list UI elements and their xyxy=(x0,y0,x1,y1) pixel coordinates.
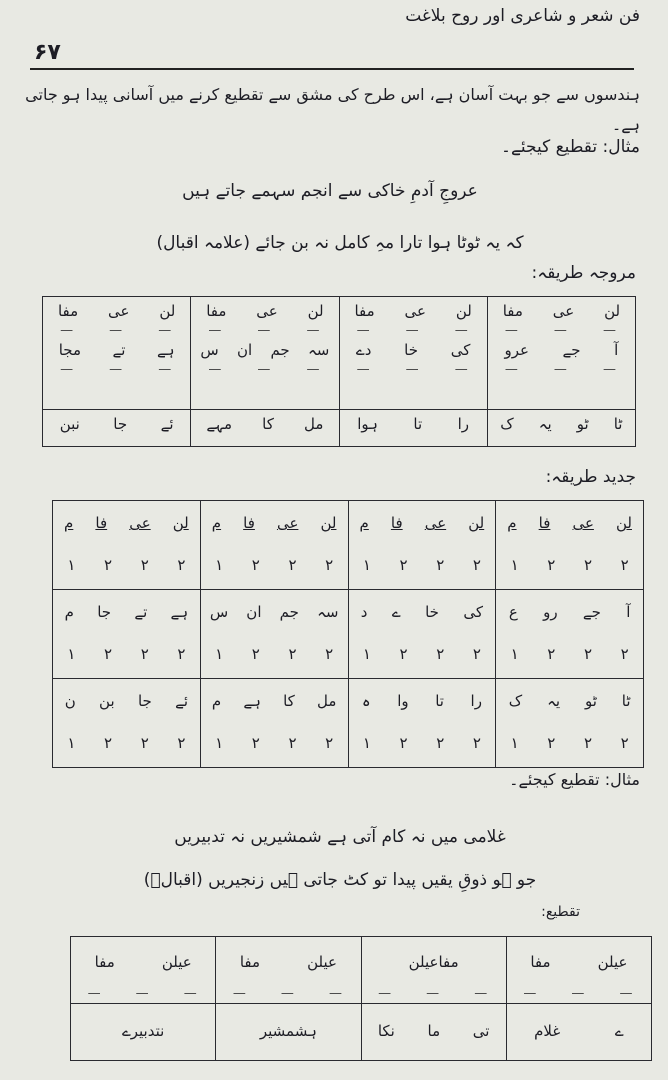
syllable: دے xyxy=(355,340,372,359)
table-cell xyxy=(496,679,644,768)
syllable: م xyxy=(211,692,222,710)
syllable: ما xyxy=(427,1022,441,1040)
syllable: ۲ xyxy=(436,556,445,574)
syllable: ہے xyxy=(156,340,175,359)
syllable: ۱ xyxy=(510,556,519,574)
table-cell xyxy=(339,297,487,410)
syllable: ۲ xyxy=(104,645,113,663)
syllable: ۲ xyxy=(288,645,297,663)
syllable: لن xyxy=(615,514,632,532)
syllable: ۲ xyxy=(177,734,186,752)
syllable: را xyxy=(457,414,470,433)
syllable: ۲ xyxy=(547,645,556,663)
syllable: م xyxy=(211,514,222,532)
syllable: ۲ xyxy=(620,734,629,752)
syllable: مل xyxy=(317,692,337,710)
syllable: ۲ xyxy=(177,645,186,663)
syllable: ۲ xyxy=(140,734,149,752)
syllable: ن xyxy=(64,692,76,710)
syllable: لن xyxy=(320,514,337,532)
cell-separator: — — — xyxy=(208,322,322,338)
syllable: ۲ xyxy=(177,556,186,574)
table-cell xyxy=(496,501,644,590)
syllable: ۱ xyxy=(67,734,76,752)
cell-line xyxy=(349,545,496,585)
syllable: ۲ xyxy=(472,645,481,663)
section-heading-modern: جدید طریقہ: xyxy=(545,467,636,487)
cell-line xyxy=(191,336,338,363)
syllable: فا xyxy=(390,514,403,532)
example-label-2: مثال: تقطیع کیجئے۔ xyxy=(509,770,640,789)
syllable: مفا xyxy=(206,301,227,320)
table-cell xyxy=(191,410,339,447)
syllable: ئے xyxy=(175,692,189,710)
verse-line-4: جو ہو ذوقِ یقیں پیدا تو کٹ جاتی ہیں زنجیریں (اقبالؔ) xyxy=(143,870,537,890)
syllable: لن xyxy=(468,514,485,532)
table-row xyxy=(71,937,652,1004)
intro-paragraph: ہندسوں سے جو بہت آسان ہے، اس طرح کی مشق سے تقطیع کرنے میں آسانی پیدا ہو جاتی ہے۔ xyxy=(25,85,640,134)
syllable: ۲ xyxy=(436,734,445,752)
syllable: ۲ xyxy=(251,734,260,752)
syllable: ۲ xyxy=(472,734,481,752)
cell-line xyxy=(53,634,200,674)
syllable: ۲ xyxy=(583,645,592,663)
cell-line xyxy=(43,336,190,363)
syllable: عی xyxy=(129,514,151,532)
table-cell xyxy=(216,1004,361,1061)
syllable: جا xyxy=(97,603,112,621)
cell-line xyxy=(53,501,200,545)
table-cell xyxy=(216,937,361,1004)
verse-line-3: غلامی میں نہ کام آتی ہے شمشیریں نہ تدبیریں xyxy=(174,827,506,847)
syllable: ان xyxy=(246,603,262,621)
cell-line xyxy=(43,297,190,324)
syllable: ہوا xyxy=(357,414,378,433)
cell-line xyxy=(496,679,643,723)
syllable: مفاعیلن xyxy=(408,953,459,971)
cell-line xyxy=(340,297,487,324)
syllable: ان xyxy=(236,340,253,359)
cell-line xyxy=(191,410,338,437)
syllable: ۱ xyxy=(362,556,371,574)
syllable: نکا xyxy=(377,1022,395,1040)
table-cell xyxy=(200,590,348,679)
table-row xyxy=(53,590,644,679)
syllable: مفا xyxy=(530,953,551,971)
syllable: م xyxy=(64,514,74,532)
syllable: ۲ xyxy=(251,556,260,574)
syllable: تی xyxy=(472,1022,490,1040)
syllable: جا xyxy=(137,692,152,710)
syllable: رو xyxy=(543,603,558,621)
syllable: لن xyxy=(307,301,324,320)
syllable: ے xyxy=(614,1022,624,1040)
cell-separator: — — — xyxy=(87,985,199,1001)
syllable: ۲ xyxy=(436,645,445,663)
cell-separator: — — — xyxy=(504,322,618,338)
syllable: را xyxy=(470,692,482,710)
header-rule xyxy=(30,68,634,70)
cell-separator: — — — xyxy=(523,985,635,1001)
cell-line xyxy=(507,937,651,987)
syllable: کی xyxy=(450,340,471,359)
syllable: جے xyxy=(582,603,601,621)
section-heading-conventional: مروجہ طریقہ: xyxy=(531,263,636,283)
syllable: ۲ xyxy=(288,734,297,752)
cell-line xyxy=(496,501,643,545)
cell-line xyxy=(53,679,200,723)
table-cell xyxy=(506,937,651,1004)
syllable: تے xyxy=(134,603,148,621)
cell-line xyxy=(53,545,200,585)
cell-line xyxy=(488,336,635,363)
table-cell xyxy=(339,410,487,447)
cell-line xyxy=(349,723,496,763)
syllable: سہ xyxy=(308,340,330,359)
page-number: ۶۷ xyxy=(34,40,61,65)
syllable: عیلن xyxy=(307,953,337,971)
table-cell xyxy=(53,501,201,590)
syllable: فا xyxy=(538,514,551,532)
syllable: مل xyxy=(304,414,324,433)
syllable: لن xyxy=(604,301,621,320)
table-cell xyxy=(496,590,644,679)
syllable: ع xyxy=(508,603,518,621)
table-cell xyxy=(348,501,496,590)
syllable: نتدبیرے xyxy=(121,1022,165,1040)
syllable: خا xyxy=(404,340,418,359)
cell-separator: — — — xyxy=(60,322,174,338)
table-cell xyxy=(53,679,201,768)
syllable: سہ xyxy=(317,603,339,621)
syllable: عی xyxy=(108,301,130,320)
syllable: یہ xyxy=(538,414,552,433)
table-cell xyxy=(361,937,506,1004)
syllable: مفا xyxy=(239,953,261,971)
table-cell xyxy=(200,501,348,590)
syllable: مفا xyxy=(94,953,115,971)
syllable: غلام xyxy=(534,1022,561,1040)
table-cell xyxy=(348,590,496,679)
table-row xyxy=(53,679,644,768)
syllable: ۲ xyxy=(325,734,334,752)
syllable: مہے xyxy=(206,414,232,433)
taqti-label: تقطیع: xyxy=(541,904,580,920)
table-cell xyxy=(348,679,496,768)
table-cell xyxy=(487,297,635,410)
table-cell xyxy=(361,1004,506,1061)
cell-line xyxy=(201,634,348,674)
syllable: تا xyxy=(435,692,444,710)
syllable: ۲ xyxy=(140,645,149,663)
syllable: لن xyxy=(172,514,189,532)
syllable: ۲ xyxy=(251,645,260,663)
syllable: یہ xyxy=(547,692,561,710)
syllable: ہ xyxy=(361,692,371,710)
cell-line xyxy=(201,679,348,723)
syllable: م xyxy=(359,514,369,532)
cell-separator: — — — xyxy=(356,322,470,338)
table-cell xyxy=(191,297,339,410)
syllable: س xyxy=(200,340,219,359)
syllable: ۱ xyxy=(510,734,519,752)
cell-line xyxy=(201,545,348,585)
syllable: جا xyxy=(113,414,128,433)
syllable: ۲ xyxy=(620,556,629,574)
syllable: ک xyxy=(508,692,523,710)
syllable: ۲ xyxy=(104,734,113,752)
table-cell xyxy=(71,937,216,1004)
cell-line xyxy=(496,723,643,763)
cell-separator: — — — xyxy=(60,361,174,377)
table-row xyxy=(43,297,636,410)
cell-line xyxy=(488,297,635,324)
syllable: ۲ xyxy=(399,645,408,663)
table-cell xyxy=(71,1004,216,1061)
syllable: ٹا xyxy=(621,692,631,710)
syllable: ۲ xyxy=(547,734,556,752)
syllable: س xyxy=(209,603,229,621)
syllable: ۲ xyxy=(140,556,149,574)
table-cell xyxy=(53,590,201,679)
verse-line-2: کہ یہ ٹوٹا ہوا تارا مہِ کامل نہ بن جائے (علامہ اقبال) xyxy=(156,233,524,253)
cell-line xyxy=(201,723,348,763)
syllable: وا xyxy=(397,692,409,710)
syllable: م xyxy=(64,603,74,621)
cell-line xyxy=(496,634,643,674)
syllable: ۱ xyxy=(67,645,76,663)
cell-line xyxy=(362,1004,506,1058)
syllable: ہشمشیر xyxy=(259,1022,317,1040)
syllable: ۱ xyxy=(510,645,519,663)
cell-line xyxy=(71,937,215,987)
syllable: کا xyxy=(262,414,274,433)
syllable: ۲ xyxy=(472,556,481,574)
cell-line xyxy=(349,679,496,723)
cell-separator: — — — xyxy=(208,361,322,377)
cell-line xyxy=(340,336,487,363)
syllable: جم xyxy=(270,340,290,359)
syllable: عی xyxy=(276,514,299,532)
syllable: ۲ xyxy=(583,734,592,752)
syllable: ۱ xyxy=(215,734,224,752)
table-cell xyxy=(506,1004,651,1061)
syllable: عی xyxy=(404,301,426,320)
cell-line xyxy=(349,590,496,634)
syllable: ۱ xyxy=(215,556,224,574)
syllable: مجا xyxy=(58,340,82,359)
syllable: م xyxy=(507,514,517,532)
syllable: ۲ xyxy=(583,556,592,574)
syllable: ہے xyxy=(170,603,189,621)
syllable: ۲ xyxy=(547,556,556,574)
syllable: ۲ xyxy=(288,556,297,574)
syllable: تا xyxy=(413,414,423,433)
syllable: کا xyxy=(283,692,295,710)
table-row xyxy=(71,1004,652,1061)
syllable: ٹو xyxy=(584,692,597,710)
table-row xyxy=(43,410,636,447)
cell-separator: — — — xyxy=(378,985,490,1001)
cell-line xyxy=(507,1004,651,1058)
cell-line xyxy=(191,297,338,324)
syllable: ے xyxy=(391,603,401,621)
cell-line xyxy=(216,1004,360,1058)
syllable: ۲ xyxy=(399,556,408,574)
syllable: ہے xyxy=(243,692,261,710)
cell-separator: — — — xyxy=(356,361,470,377)
syllable: جے xyxy=(562,340,581,359)
syllable: مفا xyxy=(502,301,523,320)
verse-line-1: عروجِ آدمِ خاکی سے انجم سہمے جاتے ہیں xyxy=(182,181,478,201)
syllable: ۱ xyxy=(67,556,76,574)
cell-line xyxy=(216,937,360,987)
cell-line xyxy=(43,410,190,437)
syllable: مفا xyxy=(354,301,375,320)
cell-line xyxy=(53,590,200,634)
syllable: ۱ xyxy=(362,734,371,752)
syllable: بن xyxy=(99,692,115,710)
cell-line xyxy=(349,501,496,545)
syllable: آ xyxy=(614,340,619,359)
cell-line xyxy=(53,723,200,763)
scansion-table-conventional xyxy=(42,296,636,447)
syllable: ۲ xyxy=(399,734,408,752)
syllable: ۱ xyxy=(215,645,224,663)
syllable: ۱ xyxy=(362,645,371,663)
cell-separator: — — — xyxy=(504,361,618,377)
table-cell xyxy=(200,679,348,768)
syllable: عرو xyxy=(504,340,530,359)
syllable: لن xyxy=(159,301,176,320)
syllable: عی xyxy=(552,301,575,320)
cell-line xyxy=(71,1004,215,1058)
syllable: ٹو xyxy=(576,414,589,433)
syllable: ک xyxy=(500,414,514,433)
table-cell xyxy=(43,410,191,447)
syllable: عیلن xyxy=(597,953,628,971)
table-row xyxy=(53,501,644,590)
syllable: فا xyxy=(243,514,255,532)
syllable: ۲ xyxy=(325,645,334,663)
cell-line xyxy=(201,501,348,545)
syllable: مفا xyxy=(57,301,79,320)
syllable: ۲ xyxy=(104,556,113,574)
scansion-table-modern xyxy=(52,500,644,768)
syllable: عی xyxy=(572,514,594,532)
syllable: آ xyxy=(626,603,631,621)
syllable: فا xyxy=(95,514,108,532)
syllable: عی xyxy=(256,301,278,320)
syllable: ئے xyxy=(160,414,174,433)
syllable: عیلن xyxy=(161,953,192,971)
syllable: ۲ xyxy=(325,556,334,574)
syllable: جم xyxy=(279,603,299,621)
cell-line xyxy=(201,590,348,634)
cell-line xyxy=(340,410,487,437)
example-label: مثال: تقطیع کیجئے۔ xyxy=(500,137,640,157)
syllable: نبن xyxy=(59,414,80,433)
syllable: ٹا xyxy=(613,414,623,433)
syllable: ۲ xyxy=(620,645,629,663)
cell-separator: — — — xyxy=(232,985,344,1001)
syllable: کی xyxy=(463,603,484,621)
syllable: تے xyxy=(112,340,126,359)
cell-line xyxy=(488,410,635,437)
syllable: د xyxy=(360,603,368,621)
cell-line xyxy=(362,937,506,987)
syllable: عی xyxy=(424,514,447,532)
syllable: لن xyxy=(455,301,472,320)
table-cell xyxy=(43,297,191,410)
cell-line xyxy=(349,634,496,674)
running-header-title: فن شعر و شاعری اور روح بلاغت xyxy=(405,6,640,26)
cell-line xyxy=(496,545,643,585)
scansion-table-taqti xyxy=(70,936,652,1061)
cell-line xyxy=(496,590,643,634)
table-cell xyxy=(487,410,635,447)
syllable: خا xyxy=(425,603,439,621)
